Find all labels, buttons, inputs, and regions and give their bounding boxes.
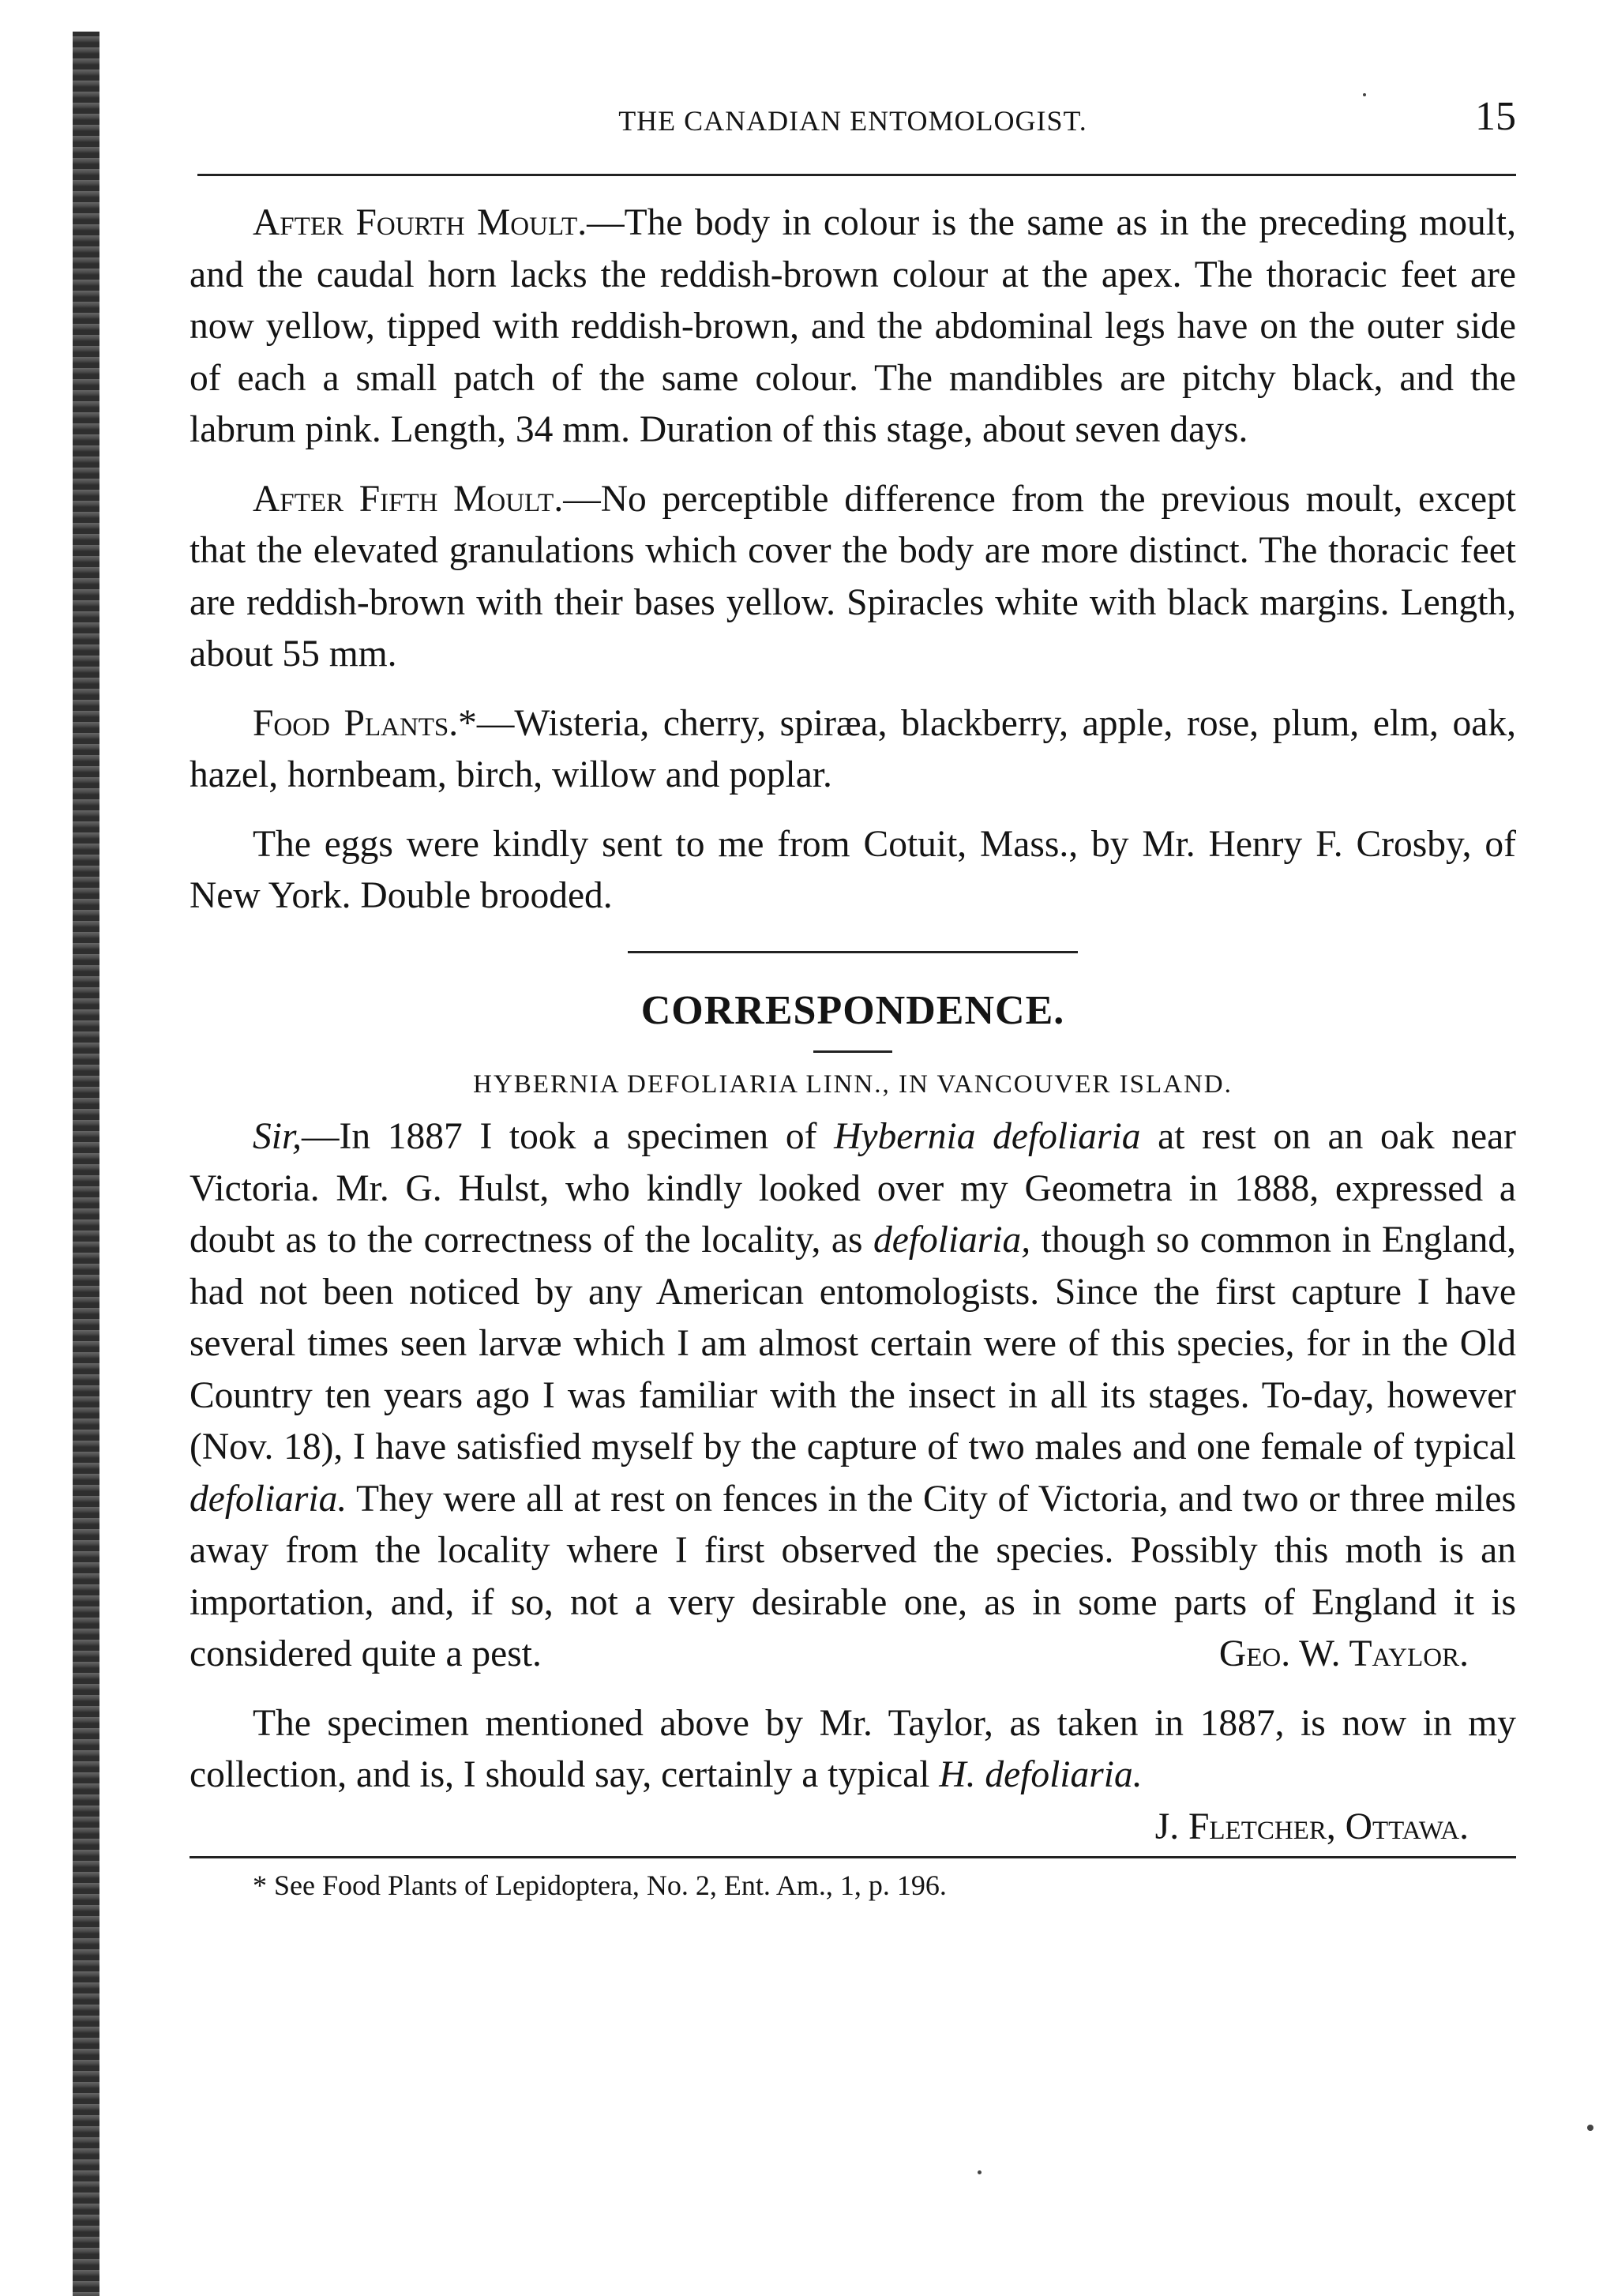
paragraph-food-plants <box>190 698 1516 802</box>
letter-subhead: HYBERNIA DEFOLIARIA LINN., IN VANCOUVER ISLAND. <box>473 1070 1233 1099</box>
footnote: * See Food Plants of Lepidoptera, No. 2, Ent. Am., 1, p. 196. <box>253 1869 947 1901</box>
letter-body <box>190 1111 1516 1681</box>
short-rule <box>813 1050 892 1053</box>
letter-text: at rest on an oak near Victoria. Mr. G. Hulst, who kindly looked over my Geometra in 1888, expressed a doubt as to the correctness of the locality, as <box>190 1116 1516 1261</box>
binding-edge <box>73 32 99 2296</box>
letter-signature: Geo. W. Taylor. <box>1218 1633 1469 1674</box>
note-body <box>190 1698 1516 1847</box>
editor-note <box>190 1698 1516 1854</box>
paragraph-lead: After Fourth Moult. <box>253 202 587 243</box>
note-text: The specimen mentioned above by Mr. Taylor, as taken in 1887, is now in my collection, and is, I should say, certainly a typical <box>190 1702 1516 1795</box>
body-text <box>190 197 1516 1920</box>
species-name: H. defoliaria. <box>939 1754 1143 1795</box>
paragraph-fifth-moult <box>190 474 1516 681</box>
print-speck <box>978 2170 982 2174</box>
letter <box>190 1111 1516 1681</box>
header-rule <box>197 174 1516 176</box>
paragraph-lead: Food Plants.* <box>253 702 477 744</box>
paragraph-text: —Wisteria, cherry, spiræa, blackberry, apple, rose, plum, elm, oak, hazel, hornbeam, birch, willow and poplar. <box>190 702 1516 795</box>
species-name: defoliaria, <box>873 1219 1031 1261</box>
species-name: defoliaria. <box>190 1478 347 1520</box>
letter-salutation: Sir, <box>253 1116 302 1157</box>
paragraph-text: —The body in colour is the same as in the preceding moult, and the caudal horn lacks the reddish-brown colour at the apex. The thoracic feet are now yellow, tipped with reddish-brown, and the abdominal legs have on the outer side of each a small patch of the same colour. The mandibles are pitchy black, and the labrum pink. Length, 34 mm. Duration of this stage, about seven days. <box>190 202 1516 450</box>
species-name: Hybernia defoliaria <box>834 1116 1141 1157</box>
paragraph-text: The eggs were kindly sent to me from Cotuit, Mass., by Mr. Henry F. Crosby, of New York. Double brooded. <box>190 823 1516 916</box>
section-divider <box>628 951 1078 953</box>
page-number: 15 <box>1475 94 1516 139</box>
paragraph-eggs <box>190 819 1516 923</box>
paragraph-text: —No perceptible difference from the previous moult, except that the elevated granulations which cover the body are more distinct. The thoracic feet are reddish-brown with their bases yellow. Spiracles white with black margins. Length, about 55 mm. <box>190 478 1516 675</box>
print-speck <box>1363 93 1366 96</box>
letter-text: They were all at rest on fences in the City of Victoria, and two or three miles away from the locality where I first observed the species. Possibly this moth is an importation, and, if so, not a very desirable one, as in some parts of England it is considered quite a pest. <box>190 1478 1516 1674</box>
footnote-rule <box>190 1856 1516 1858</box>
print-speck <box>1587 2125 1593 2131</box>
note-signature: J. Fletcher, Ottawa. <box>1154 1806 1469 1847</box>
paragraph-fourth-moult <box>190 197 1516 457</box>
section-title: CORRESPONDENCE. <box>640 987 1065 1033</box>
paragraph-lead: After Fifth Moult. <box>253 478 564 520</box>
letter-text: though so common in England, had not been noticed by any American entomologists. Since the first capture I have several times seen larvæ which I am almost certain were of this species, for in the Old Country ten years ago I was familiar with the insect in all its stages. To-day, however (Nov. 18), I have satisfied myself by the capture of two males and one female of typical <box>190 1219 1516 1467</box>
running-head <box>190 93 1516 148</box>
running-title: THE CANADIAN ENTOMOLOGIST. <box>618 105 1087 137</box>
letter-text: —In 1887 I took a specimen of <box>302 1116 835 1157</box>
